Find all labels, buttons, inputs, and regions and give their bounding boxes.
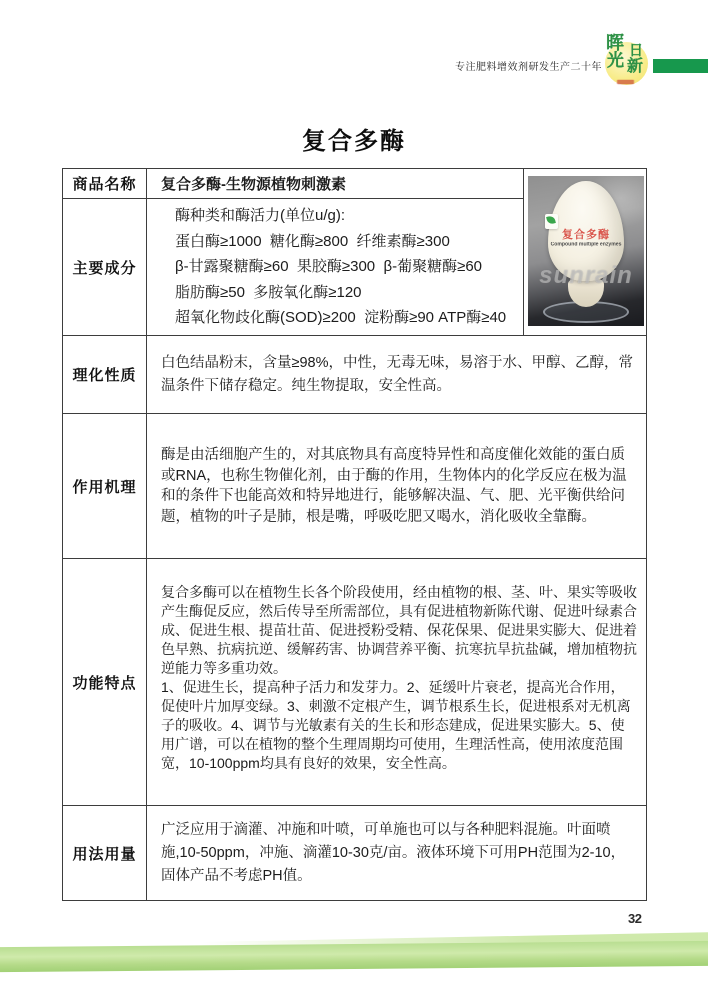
header-accent-bar	[653, 59, 708, 73]
logo-char: 日	[629, 42, 643, 58]
row-label-properties: 理化性质	[63, 336, 147, 414]
photo-label	[543, 226, 629, 248]
table-row	[63, 806, 647, 901]
header-tagline: 专注肥料增效剂研发生产二十年	[455, 62, 602, 73]
features-paragraph: 1、促进生长，提高种子活力和发芽力。2、延缓叶片衰老，提高光合作用，促使叶片加厚变绿。3、刺激不定根产生，调节根系生长，促进根系对无机离子的吸收。4、调节与光敏素有关的生长和形态建成，促进果实膨大。5、使用广谱，可以在植物的整个生理周期均可使用，生理活性高，使用浓度范围宽，10-100ppm均具有良好的效果，安全性高。	[161, 679, 631, 771]
table-row	[63, 414, 647, 559]
page-title: 复合多酶	[302, 128, 406, 155]
product-photo	[528, 176, 644, 326]
table-row	[63, 336, 647, 414]
photo-label-cn: 复合多酶	[562, 229, 610, 241]
product-name-value: 复合多酶-生物源植物刺激素	[147, 169, 524, 199]
product-photo-cell	[524, 169, 647, 336]
spec-table	[62, 168, 647, 901]
photo-watermark: sunrain	[539, 262, 633, 289]
company-logo	[602, 34, 650, 94]
logo-char: 光	[607, 51, 624, 70]
table-row	[63, 559, 647, 806]
properties-text: 白色结晶粉末，含量≥98%，中性，无毒无味，易溶于水、甲醇、乙醇，常温条件下储存稳定。纯生物提取，安全性高。	[147, 336, 647, 414]
features-paragraph: 复合多酶可以在植物生长各个阶段使用，经由植物的根、茎、叶、果实等吸收产生酶促反应，然后传导至所需部位，具有促进植物新陈代谢、促进叶绿素合成、促进生根、提苗壮苗、促进授粉受精、保花保果、促进果实膨大、促进着色早熟、抗病抗逆、缓解药害、协调营养平衡、抗寒抗旱抗盐碱，增加植物抗逆能力等多重功效。	[161, 584, 637, 676]
leaf-icon	[546, 215, 556, 225]
row-label-features: 功能特点	[63, 559, 147, 806]
row-label-usage: 用法用量	[63, 806, 147, 901]
ingredients-line: β-甘露聚糖酶≥60 果胶酶≥300 β-葡聚糖酶≥60	[175, 258, 483, 276]
mechanism-text: 酶是由活细胞产生的，对其底物具有高度特异性和高度催化效能的蛋白质或RNA，也称生物催化剂，由于酶的作用，生物体内的化学反应在极为温和的条件下也能高效和特异地进行，能够解决温、气、肥、光平衡供给问题，植物的叶子是肺，根是嘴，呼吸吃肥又喝水，消化吸收全靠酶。	[147, 414, 647, 559]
row-label-product-name: 商品名称	[63, 169, 147, 199]
row-label-main-ingredients: 主要成分	[63, 199, 147, 336]
features-text	[147, 559, 647, 806]
footer-ribbon	[0, 941, 708, 972]
logo-seal-icon	[617, 80, 634, 84]
table-row	[63, 169, 647, 199]
ingredients-line: 酶种类和酶活力(单位u/g):	[175, 207, 346, 225]
usage-text: 广泛应用于滴灌、冲施和叶喷，可单施也可以与各种肥料混施。叶面喷施,10-50ppm，冲施、滴灌10-30克/亩。液体环境下可用PH范围为2-10，固体产品不考虑PH值。	[147, 806, 647, 901]
ingredients-line: 蛋白酶≥1000 糖化酶≥800 纤维素酶≥300	[175, 232, 450, 250]
logo-char: 晖	[606, 33, 624, 53]
ingredients-line: 脂肪酶≥50 多胺氧化酶≥120	[175, 283, 362, 301]
logo-char: 新	[627, 58, 644, 75]
ingredients-line: 超氧化物歧化酶(SOD)≥200 淀粉酶≥90 ATP酶≥40	[175, 309, 507, 327]
row-label-mechanism: 作用机理	[63, 414, 147, 559]
photo-label-en: Compound multiple enzymes	[550, 242, 622, 248]
page-number: 32	[628, 911, 642, 926]
